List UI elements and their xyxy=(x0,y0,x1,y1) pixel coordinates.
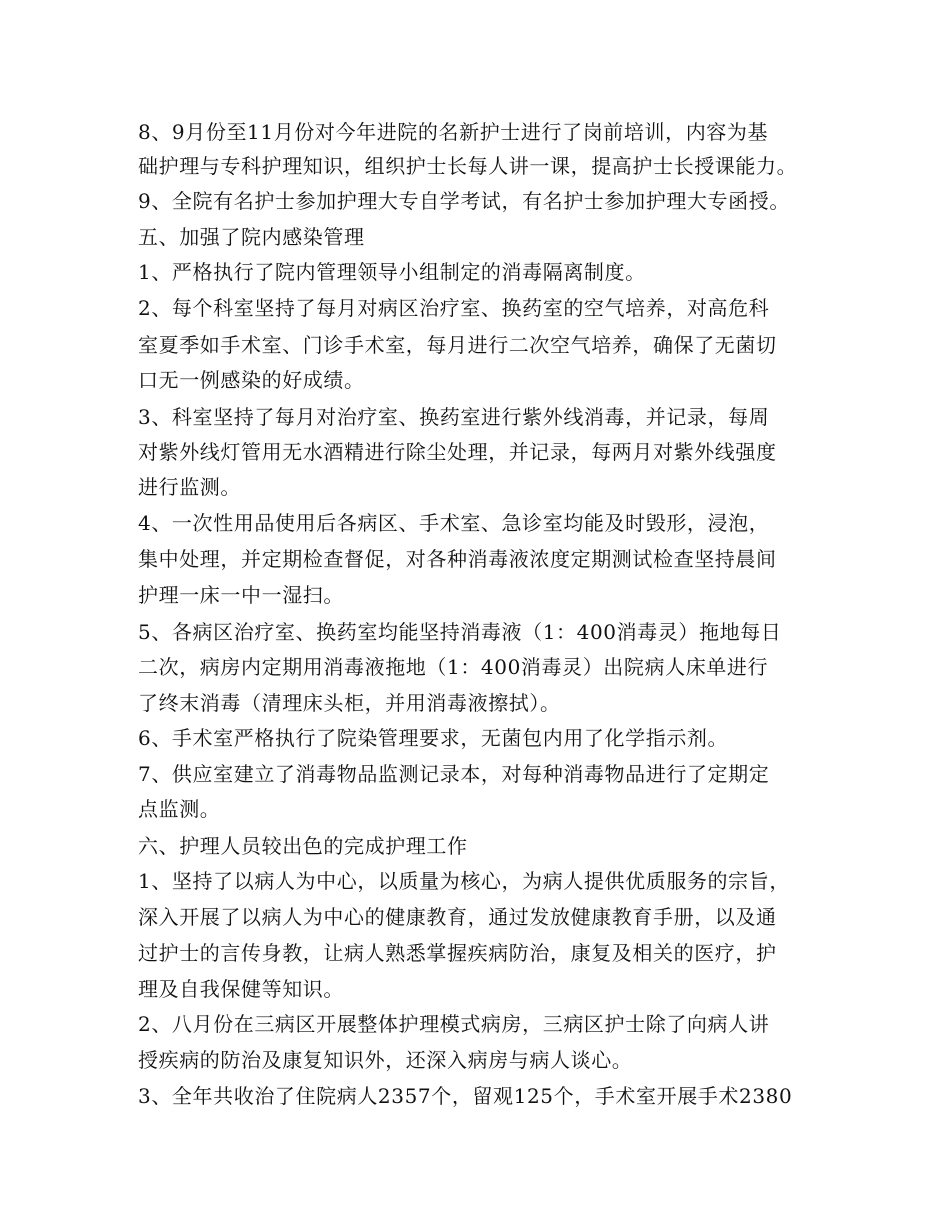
text-line: 深入开展了以病人为中心的健康教育，通过发放健康教育手册，以及通 xyxy=(138,905,777,929)
text-line: 了终末消毒（清理床头柜，并用消毒液擦拭）。 xyxy=(138,691,561,715)
text-line: 2、每个科室坚持了每月对病区治疗室、换药室的空气培养，对高危科 xyxy=(138,296,770,320)
text-line: 8、9月份至11月份对今年进院的名新护士进行了岗前培训，内容为基 xyxy=(138,120,769,144)
text-line: 授疾病的防治及康复知识外，还深入病房与病人谈心。 xyxy=(138,1048,633,1072)
text-line: 3、全年共收治了住院病人2357个，留观125个，手术室开展手术2380 xyxy=(138,1084,793,1108)
text-line: 点监测。 xyxy=(138,797,221,821)
text-line: 过护士的言传身教，让病人熟悉掌握疾病防治，康复及相关的医疗，护 xyxy=(138,941,777,965)
text-line: 护理一床一中一湿扫。 xyxy=(138,583,344,607)
text-line: 室夏季如手术室、门诊手术室，每月进行二次空气培养，确保了无菌切 xyxy=(138,333,777,357)
text-line: 二次，病房内定期用消毒液拖地（1：400消毒灵）出院病人床单进行 xyxy=(138,655,769,679)
text-line: 6、手术室严格执行了院染管理要求，无菌包内用了化学指示剂。 xyxy=(138,726,729,750)
text-line: 集中处理，并定期检查督促，对各种消毒液浓度定期测试检查坚持晨间 xyxy=(138,547,777,571)
text-line: 对紫外线灯管用无水酒精进行除尘处理，并记录，每两月对紫外线强度 xyxy=(138,440,777,464)
text-line: 9、全院有名护士参加护理大专自学考试，有名护士参加护理大专函授。 xyxy=(138,189,790,213)
text-line: 4、一次性用品使用后各病区、手术室、急诊室均能及时毁形，浸泡， xyxy=(138,511,770,535)
text-line: 3、科室坚持了每月对治疗室、换药室进行紫外线消毒，并记录，每周 xyxy=(138,405,770,429)
text-line: 5、各病区治疗室、换药室均能坚持消毒液（1：400消毒灵）拖地每日 xyxy=(138,620,782,644)
section-heading: 五、加强了院内感染管理 xyxy=(138,225,365,249)
section-heading: 六、护理人员较出色的完成护理工作 xyxy=(138,834,468,858)
text-line: 础护理与专科护理知识，组织护士长每人讲一课，提高护士长授课能力。 xyxy=(138,154,798,178)
text-line: 1、严格执行了院内管理领导小组制定的消毒隔离制度。 xyxy=(138,260,646,284)
text-line: 7、供应室建立了消毒物品监测记录本，对每种消毒物品进行了定期定 xyxy=(138,762,770,786)
text-line: 进行监测。 xyxy=(138,475,241,499)
text-line: 1、坚持了以病人为中心，以质量为核心，为病人提供优质服务的宗旨， xyxy=(138,869,790,893)
text-line: 理及自我保健等知识。 xyxy=(138,977,344,1001)
text-line: 2、八月份在三病区开展整体护理模式病房，三病区护士除了向病人讲 xyxy=(138,1012,770,1036)
text-line: 口无一例感染的好成绩。 xyxy=(138,368,365,392)
